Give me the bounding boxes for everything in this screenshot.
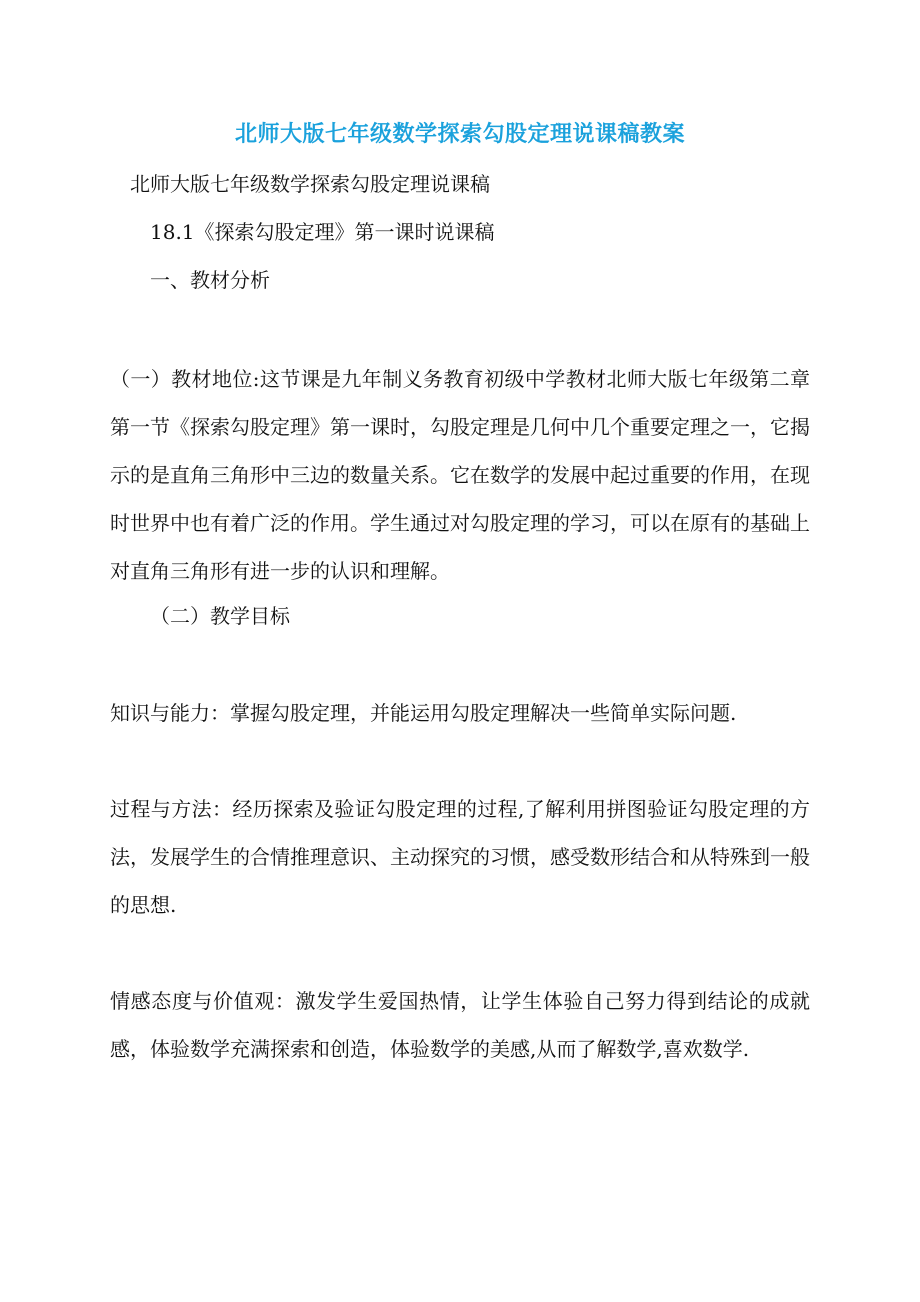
section-heading-teaching-goals: （二）教学目标 (150, 604, 290, 628)
section-heading-textbook-analysis: 一、教材分析 (150, 268, 270, 292)
document-title: 北师大版七年级数学探索勾股定理说课稿教案 (234, 122, 685, 147)
paragraph-textbook-position: （一）教材地位:这节课是九年制义务教育初级中学教材北师大版七年级第二章第一节《探索勾股定理》第一课时，勾股定理是几何中几个重要定理之一，它揭示的是直角三角形中三边的数量关系。它在数学的发展中起过重要的作用，在现时世界中也有着广泛的作用。学生通过对勾股定理的学习，可以在原有的基础上对直角三角形有进一步的认识和理解。 (110, 367, 810, 583)
document-subtitle: 北师大版七年级数学探索勾股定理说课稿 (130, 172, 490, 196)
lesson-heading: 18.1《探索勾股定理》第一课时说课稿 (150, 220, 495, 244)
paragraph-emotion-values: 情感态度与价值观：激发学生爱国热情，让学生体验自己努力得到结论的成就感，体验数学充满探索和创造，体验数学的美感,从而了解数学,喜欢数学. (110, 989, 810, 1061)
paragraph-knowledge-ability: 知识与能力：掌握勾股定理，并能运用勾股定理解决一些简单实际问题. (110, 701, 737, 725)
paragraph-process-method: 过程与方法：经历探索及验证勾股定理的过程,了解利用拼图验证勾股定理的方法，发展学生的合情推理意识、主动探究的习惯，感受数形结合和从特殊到一般的思想. (110, 797, 810, 917)
